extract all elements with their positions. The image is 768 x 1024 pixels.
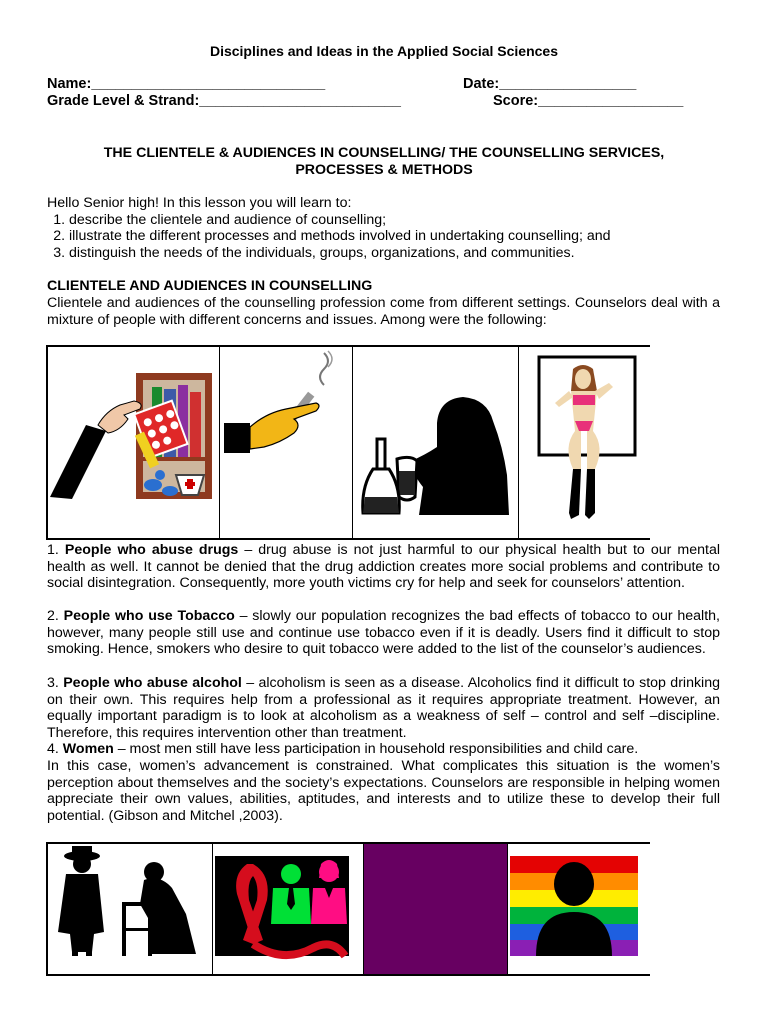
objective-item: 2. illustrate the different processes and methods involved in undertaking counselling; and <box>69 228 727 245</box>
lesson-heading: THE CLIENTELE & AUDIENCES IN COUNSELLING/ THE COUNSELLING SERVICES, PROCESSES & METHODS <box>103 145 665 178</box>
objective-item: 1. describe the clientele and audience of counselling; <box>69 212 727 229</box>
score-field: Score:__________________ <box>493 93 684 109</box>
name-field: Name:_____________________________ <box>47 76 326 92</box>
intro-text: Hello Senior high! In this lesson you will learn to: <box>47 195 352 211</box>
item-number: 4. <box>47 741 59 757</box>
item-text: – drug abuse is not just harmful to our physical health but to our mental health as well. It cannot be denied that the drug addiction creates more social problems and contribute to social disintegration. Consequently, more youth victims cry for help and seek for counselors’ attention. <box>47 542 720 591</box>
lgbt-image <box>507 844 650 974</box>
woman-image <box>518 347 650 538</box>
item-drugs <box>47 542 720 592</box>
item-label: Women <box>62 741 114 757</box>
elderly-image <box>48 844 212 974</box>
alcohol-image <box>352 347 518 538</box>
item-text: – most men still have less participation in household responsibilities and child care. <box>113 741 639 757</box>
drug-abuse-image <box>48 347 219 538</box>
item-women <box>47 741 720 758</box>
item-tobacco <box>47 608 720 658</box>
aids-awareness-image <box>212 844 363 974</box>
section-heading: CLIENTELE AND AUDIENCES IN COUNSELLING <box>47 278 373 294</box>
intro-block <box>47 195 727 261</box>
clientele-images-row-2 <box>46 842 650 976</box>
item-text: – alcoholism is seen as a disease. Alcoholics find it difficult to stop drinking on their own. This requires help from a professional as it requires appropriate treatment. However, an equally important paradigm is to look at alcoholism as a weakness of self – control and self –discipline. Therefore, this requires intervention other than treatment. <box>47 675 720 741</box>
clientele-images-row-1 <box>46 345 650 540</box>
item-label: People who abuse alcohol <box>63 675 242 691</box>
item-text: – slowly our population recognizes the bad effects of tobacco to our health, however, many people still use and continue use tobacco even if it is deadly. Users find it difficult to stop smoking. Hence, smokers who desire to quit tobacco were added to the list of the counselor’s audiences. <box>47 608 720 657</box>
item-number: 1. <box>47 542 59 558</box>
grade-level-field: Grade Level & Strand:_________________________ <box>47 93 401 109</box>
purple-panel <box>363 844 507 974</box>
section-intro: Clientele and audiences of the counselling profession come from different settings. Counselors deal with a mixture of people with different concerns and issues. Among were the following: <box>47 295 720 328</box>
women-paragraph: In this case, women’s advancement is constrained. What complicates this situation is the women’s perception about themselves and the society’s expectations. Counselors are responsible in helping women appreciate their own values, abilities, aptitudes, and interests and to utilize these to develop their full potential. (Gibson and Mitchel ,2003). <box>47 758 720 824</box>
item-number: 3. <box>47 675 59 691</box>
objective-item: 3. distinguish the needs of the individuals, groups, organizations, and communities. <box>69 245 727 262</box>
date-field: Date:_________________ <box>463 76 637 92</box>
item-number: 2. <box>47 608 59 624</box>
objectives-list <box>47 212 727 262</box>
item-label: People who abuse drugs <box>64 542 239 558</box>
tobacco-image <box>219 347 352 538</box>
document-title: Disciplines and Ideas in the Applied Social Sciences <box>209 43 559 59</box>
item-alcohol <box>47 675 720 741</box>
item-label: People who use Tobacco <box>63 608 235 624</box>
